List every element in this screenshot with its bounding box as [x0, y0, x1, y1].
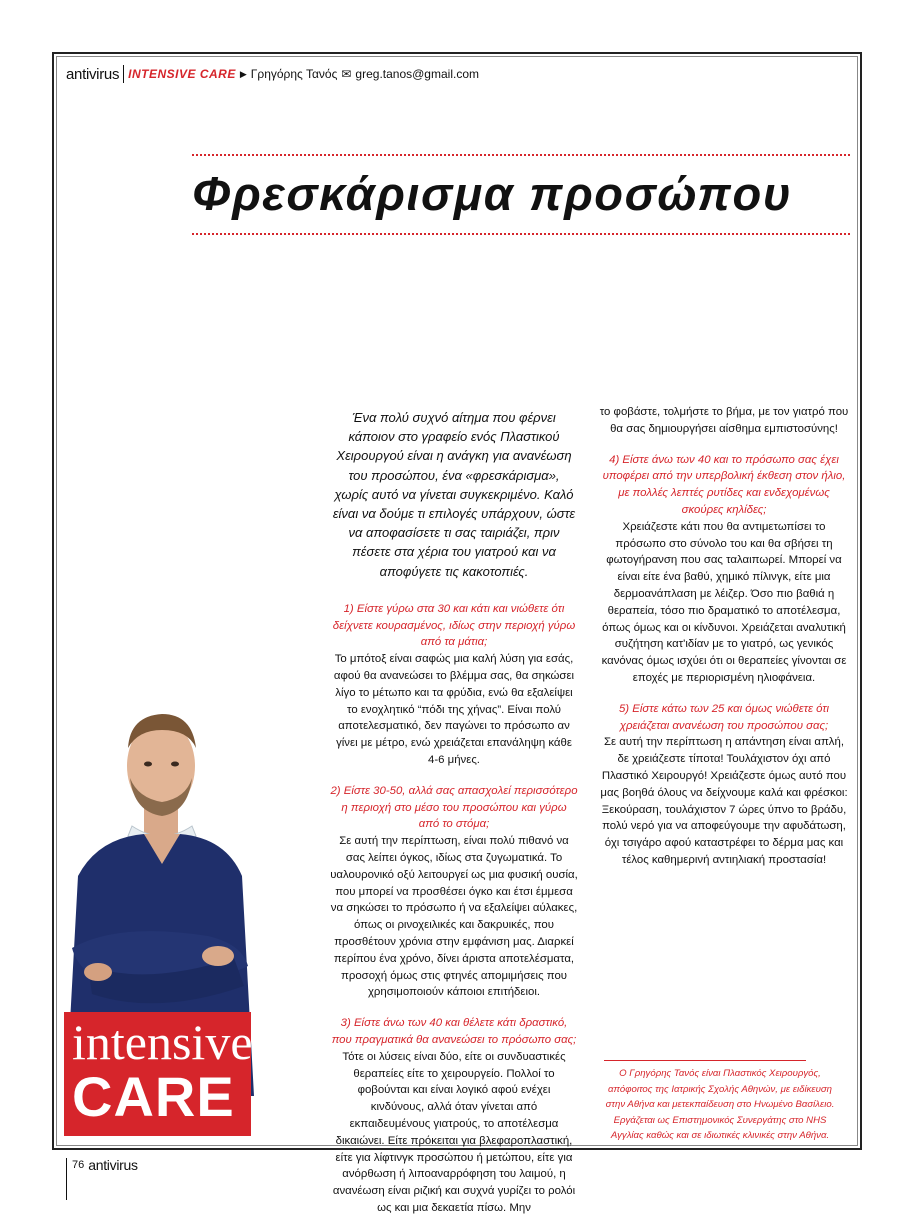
header-section: INTENSIVE CARE — [128, 67, 236, 81]
page-footer — [66, 1156, 138, 1174]
title-rule-bottom — [192, 233, 850, 235]
answer-4: Χρειάζεστε κάτι που θα αντιμετωπίσει το πρόσωπο στο σύνολο του και θα σβήσει τη φωτογήρανση που σας ταλαιπωρεί. Μπορεί να είναι είτε ένα βαθύ, χημικό πίλινγκ, είτε μια δερμοανάπλαση με λέιζερ. Όσο πιο βαθιά η θεραπεία, τόσο πιο δραματικό το αποτέλεσμα, όπως όμως και οι κίνδυνοι. Χρειάζεται αναλυτική συζήτηση κατ'ιδίαν με το γιατρό, ως γενικός κανόνας όμως ισχύει ότι οι θεραπείες γίνονται σε εποχές με περιορισμένη ηλιοφάνεια. — [601, 520, 847, 684]
badge-line-1: intensive — [72, 1014, 253, 1070]
footer-brand: antivirus — [88, 1157, 138, 1173]
header-brand: antivirus — [66, 65, 120, 83]
header-divider — [123, 65, 124, 83]
question-3: 3) Είστε άνω των 40 και θέλετε κάτι δραστικό, που πραγματικά θα ανανεώσει το πρόσωπο σας; — [331, 1017, 577, 1046]
answer-3-continued: το φοβάστε, τολμήστε το βήμα, με τον γιατρό που θα σας δημιουργήσει αίσθημα εμπιστοσύνης! — [599, 406, 849, 435]
bio-rule — [604, 1060, 806, 1061]
page-number: 76 — [72, 1159, 85, 1171]
page-header — [66, 64, 479, 84]
column-left — [330, 408, 578, 1231]
answer-1: Το μπότοξ είναι σαφώς μια καλή λύση για εσάς, αφού θα ανανεώσει το βλέμμα σας, θα σηκώσει λίγο το μέτωπο και τα φρύδια, ενώ θα εξαλείψει το ενοχλητικό “πόδι της χήνας”. Είναι πολύ αποτελεσματικό, δεν παγώνει το πρόσωπο αν γίνει με μέτρο, ενώ χρειάζεται επανάληψη κάθε 4-6 μήνες. — [333, 653, 575, 766]
title-rule-top — [192, 154, 850, 156]
question-2: 2) Είστε 30-50, αλλά σας απασχολεί περισσότερο η περιοχή στο μέσο του προσώπου και γύρω από το στόμα; — [330, 784, 578, 831]
question-4: 4) Είστε άνω των 40 και το πρόσωπο σας έχει υποφέρει από την υπερβολική έκθεση στον ήλιο, με πολλές λεπτές ρυτίδες και ενδεχομένως σκούρες κηλίδες; — [602, 453, 846, 516]
header-author: Γρηγόρης Τανός — [250, 67, 338, 81]
question-1: 1) Είστε γύρω στα 30 και κάτι και νιώθετε ότι δείχνετε κουρασμένος, ιδίως στην περιοχή γύρω από τα μάτια; — [332, 602, 576, 649]
header-email: greg.tanos@gmail.com — [355, 67, 479, 81]
envelope-icon: ✉ — [341, 67, 352, 81]
badge-line-2: CARE — [72, 1065, 235, 1128]
answer-5: Σε αυτή την περίπτωση η απάντηση είναι απλή, δε χρειάζεστε τίποτα! Τουλάχιστον όχι από Πλαστικό Χειρουργό! Χρειάζεστε όμως αυτό που μας βοηθά όλους να δείχνουμε καλά και φρέσκοι: Ξεκούραση, τουλάχιστον 7 ώρες ύπνο το βράδυ, πολύ νερό για να αποφεύγουμε την αφυδάτωση, όχι τσιγάρο αφού καταστρέφει το δέρμα μας και τέλος καθημερινή αντιηλιακή προστασία! — [600, 736, 848, 866]
answer-2: Σε αυτή την περίπτωση, είναι πολύ πιθανό να σας λείπει όγκος, ιδίως στα ζυγωματικά. Το υαλουρονικό οξύ λειτουργεί ως μια φυσική ουσία, που μπορεί να προσθέσει όγκο και έτσι έμμεσα να σηκώσει το πρόσωπο ή να εξαλείψει αύλακες, όπως οι ρινοχειλικές και δακρυικές, που προσθέτουν χρόνια στην εμφάνιση μας. Διαρκεί περίπου ένα χρόνο, δίνει άριστα αποτελέσματα, προσοχή όμως στις φτηνές απομιμήσεις που χρησιμοποιούν κάποιοι επιτήδειοι. — [330, 835, 578, 999]
question-5: 5) Είστε κάτω των 25 και όμως νιώθετε ότι χρειάζεται ανανέωση του προσώπου σας; — [618, 702, 830, 732]
answer-3: Τότε οι λύσεις είναι δύο, είτε οι συνδυαστικές θεραπείες είτε το χειρουργείο. Πολλοί το φοβούνται και είναι λογικό αφού ενέχει κινδύνους, αλλά όταν γίνεται από εκπαιδευμένους γιατρούς, το αποτέλεσμα δικαιώνει. Είτε πρόκειται για βλεφαροπλαστική, είτε για λίφτινγκ προσώπου ή μετώπου, είτε για ανόρθωση ή λιποαναρρόφηση του λαιμού, η ανανέωση είναι ριζική και συχνά γυρίζει το ρολόι ως και μια δεκαετία πίσω. Μην — [332, 1050, 576, 1214]
author-bio: Ο Γρηγόρης Τανός είναι Πλαστικός Χειρουργός, απόφοιτος της Ιατρικής Σχολής Αθηνών, με ειδίκευση στην Αθήνα και μετεκπαίδευση στο Ηνωμένο Βασίλειο. Εργάζεται ως Επιστημονικός Συνεργάτης στο NHS Αγγλίας καθώς και σε ιδιωτικές κλινικές στην Αθήνα. — [605, 1068, 835, 1142]
column-right — [598, 404, 850, 883]
triangle-right-icon: ▶ — [239, 68, 247, 79]
article-lead: Ένα πολύ συχνό αίτημα που φέρνει κάποιον στο γραφείο ενός Πλαστικού Χειρουργού είναι η ανάγκη για ανανέωση του προσώπου, ένα «φρεσκάρισμα», χωρίς αυτό να γίνεται συγκεκριμένο. Καλό είναι να δούμε τι επιλογές υπάρχουν, ώστε να αποφασίσετε τι σας ταιριάζει, πριν πέσετε στα χέρια του γιατρού και να αποφύγετε τις κακοτοπιές. — [332, 410, 576, 579]
intensive-care-badge — [64, 1012, 251, 1136]
article-title: Φρεσκάρισμα προσώπου — [192, 167, 793, 220]
